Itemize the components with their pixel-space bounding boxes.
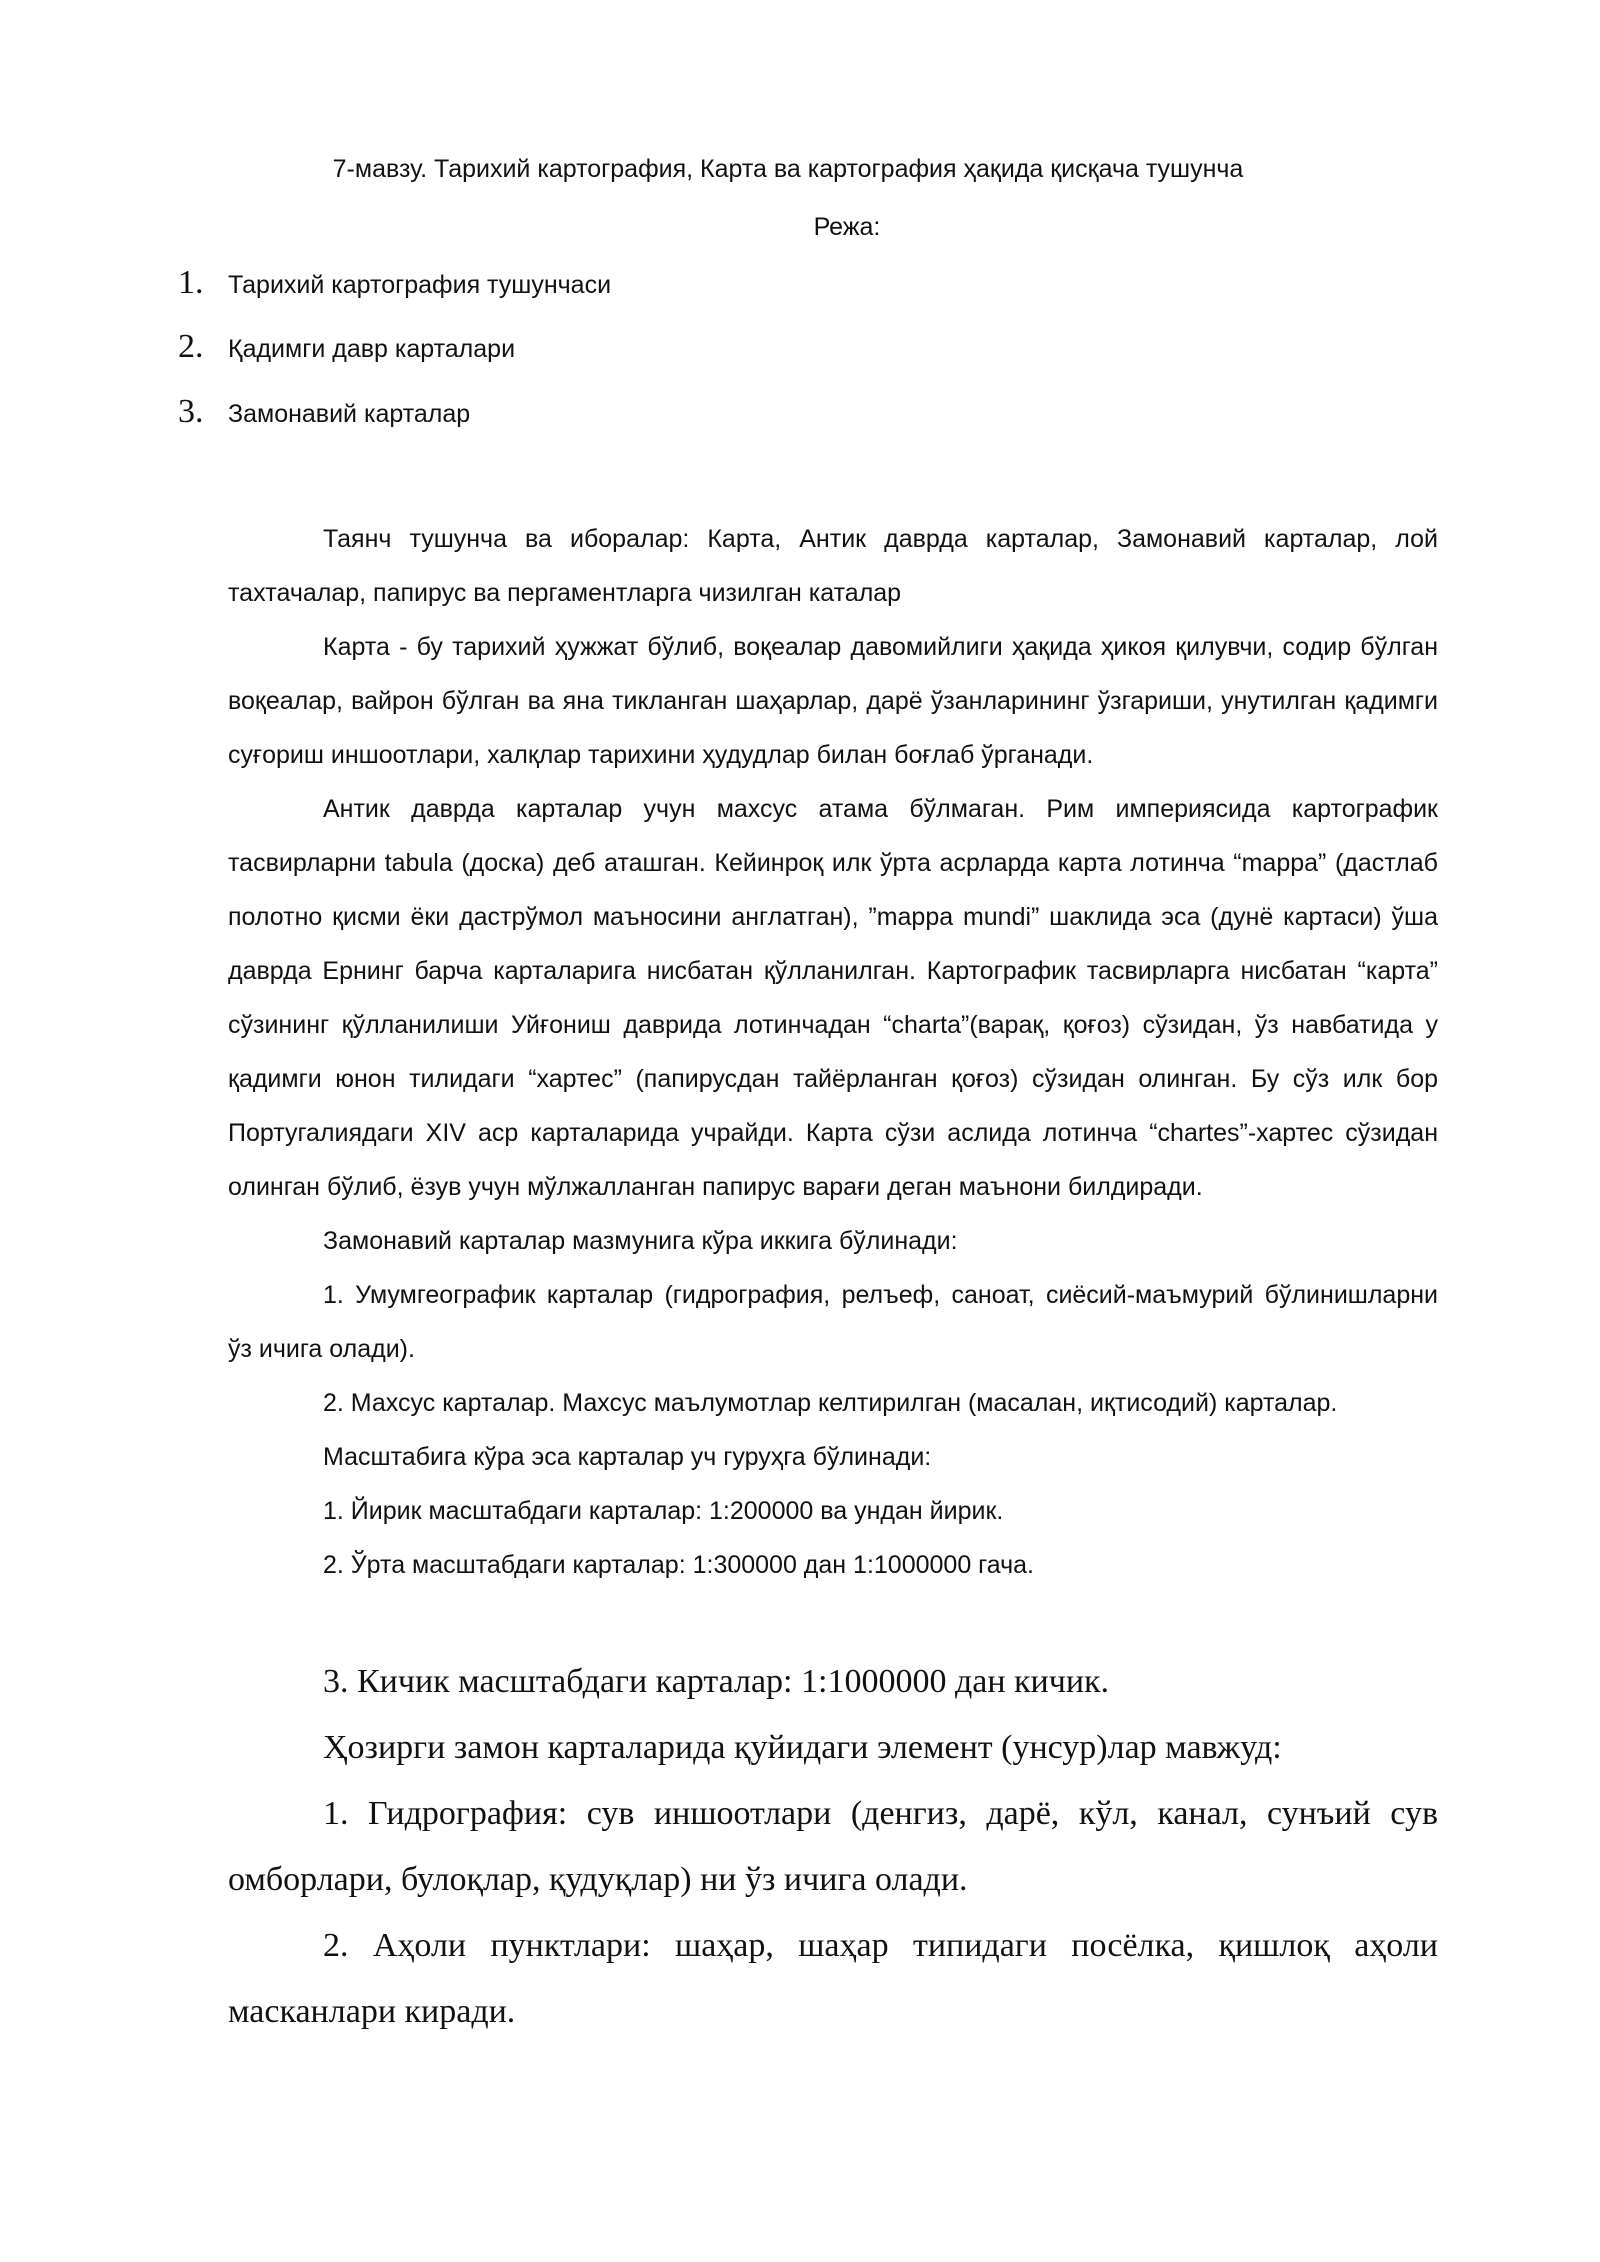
plan-item-number: 3. [178, 393, 204, 430]
body-paragraph: Ҳозирги замон карталарида қуйидаги элемент (унсур)лар мавжуд: [323, 1729, 1282, 1766]
plan-item-text: Қадимги давр карталари [228, 335, 516, 363]
document-body-serif [228, 1649, 1438, 2045]
plan-item-text: Тарихий картография тушунчаси [228, 271, 612, 299]
plan-heading: Режа: [813, 213, 881, 241]
body-paragraph: 2. Ўрта масштабдаги карталар: 1:300000 дан 1:1000000 гача. [323, 1551, 1034, 1579]
key-concepts-paragraph: Таянч тушунча ва иборалар: Карта, Антик даврда карталар, Замонавий карталар, лой тахтачалар, папирус ва пергаментларга чизилган каталар [228, 525, 1438, 607]
plan-item-number: 2. [178, 328, 204, 365]
plan-item-number: 1. [178, 264, 204, 301]
body-paragraph: 2. Махсус карталар. Махсус маълумотлар келтирилган (масалан, иқтисодий) карталар. [323, 1389, 1338, 1417]
plan-item [0, 387, 1600, 437]
body-paragraph: 1. Йирик масштабдаги карталар: 1:200000 ва ундан йирик. [323, 1497, 1004, 1525]
body-paragraph: 2. Аҳоли пунктлари: шаҳар, шаҳар типидаги посёлка, қишлоқ аҳоли масканлари киради. [228, 1927, 1438, 2030]
body-paragraph: 1. Умумгеографик карталар (гидрография, релъеф, саноат, сиёсий-маъмурий бўлинишларни ўз ичига олади). [228, 1281, 1438, 1363]
body-paragraph: Карта - бу тарихий ҳужжат бўлиб, воқеалар давомийлиги ҳақида ҳикоя қилувчи, содир бўлган воқеалар, вайрон бўлган ва яна тикланган шаҳарлар, дарё ўзанларининг ўзгариши, унутилган қадимги суғориш иншоотлари, халқлар тарихини ҳудудлар билан боғлаб ўрганади. [228, 633, 1438, 769]
body-paragraph: 3. Кичик масштабдаги карталар: 1:1000000 дан кичик. [323, 1663, 1110, 1700]
body-paragraph: 1. Гидрография: сув иншоотлари (денгиз, дарё, кўл, канал, сунъий сув омборлари, булоқлар, қудуқлар) ни ўз ичига олади. [228, 1795, 1438, 1898]
body-paragraph: Масштабига кўра эса карталар уч гуруҳга бўлинади: [323, 1443, 932, 1471]
body-paragraph: Антик даврда карталар учун махсус атама бўлмаган. Рим империясида картографик тасвирларни tabula (доска) деб аташган. Кейинроқ илк ўрта асрларда карта лотинча “mappa” (дастлаб полотно қисми ёки дастрўмол маъносини англатган), ”mappa mundi” шаклида эса (дунё картаси) ўша даврда Ернинг барча карталарига нисбатан қўлланилган. Картографик тасвирларга нисбатан “карта” сўзининг қўлланилиши Уйғониш даврида лотинчадан “charta”(варақ, қоғоз) сўзидан, ўз навбатида у қадимги юнон тилидаги “хартес” (папирусдан тайёрланган қоғоз) сўзидан олинган. Бу сўз илк бор Португалиядаги XIV аср карталарида учрайди. Карта сўзи аслида лотинча “chartes”-хартес сўзидан олинган бўлиб, ёзув учун мўлжалланган папирус варағи деган маънони билдиради. [228, 795, 1438, 1201]
document-body [228, 512, 1438, 1592]
plan-item [0, 258, 1600, 308]
body-paragraph: Замонавий карталар мазмунига кўра иккига бўлинади: [323, 1227, 958, 1255]
plan-item-text: Замонавий карталар [228, 400, 471, 428]
document-title: 7-мавзу. Тарихий картография, Карта ва картография ҳақида қисқача тушунча [332, 155, 1244, 183]
plan-item [0, 322, 1600, 372]
